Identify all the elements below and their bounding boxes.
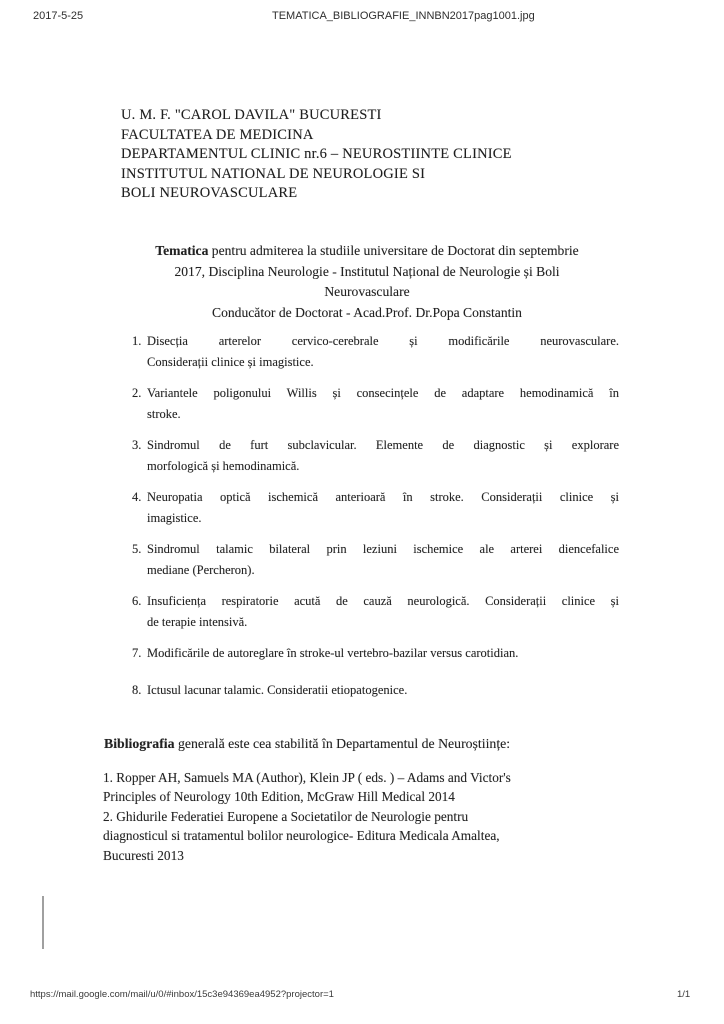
topic-item xyxy=(132,643,619,664)
title-line: Neurovasculare xyxy=(324,284,410,300)
print-header-date: 2017-5-25 xyxy=(33,10,84,22)
topic-item xyxy=(132,435,619,477)
topic-item xyxy=(132,383,619,425)
topic-number: 4. xyxy=(132,490,142,504)
bibliography-heading-bold: Bibliografia xyxy=(104,736,175,751)
topic-line: Disecția arterelor cervico-cerebrale și modificările neurovasculare. xyxy=(147,334,619,348)
print-header-filename: TEMATICA_BIBLIOGRAFIE_INNBN2017pag1001.jpg xyxy=(272,10,535,22)
reference-line: 1. Ropper AH, Samuels MA (Author), Klein JP ( eds. ) – Adams and Victor's xyxy=(103,770,511,785)
topic-line: Modificările de autoreglare în stroke-ul vertebro-bazilar versus carotidian. xyxy=(147,646,519,660)
topic-line: morfologică și hemodinamică. xyxy=(147,459,300,473)
topic-number: 7. xyxy=(132,646,142,660)
topic-line: imagistice. xyxy=(147,511,202,525)
bibliography-heading-rest: generală este cea stabilită în Departamentul de Neuroștiințe: xyxy=(174,736,511,751)
topic-line: Sindromul de furt subclavicular. Elemente de diagnostic și explorare xyxy=(147,438,619,452)
topic-number: 2. xyxy=(132,386,142,400)
title-line: Tematica pentru admiterea la studiile universitare de Doctorat din septembrie xyxy=(155,243,579,258)
document-title-block xyxy=(112,241,622,323)
topic-line: stroke. xyxy=(147,407,181,421)
topic-item xyxy=(132,591,619,633)
topic-item xyxy=(132,680,619,701)
bibliography-heading xyxy=(104,736,664,752)
reference-line: diagnosticul si tratamentul bolilor neurologice- Editura Medicala Amaltea, xyxy=(103,828,500,844)
topic-line: Variantele poligonului Willis și consecințele de adaptare hemodinamică în xyxy=(147,386,619,400)
topics-list xyxy=(132,331,619,711)
reference-line: Bucuresti 2013 xyxy=(103,847,184,863)
topic-line: Insuficiența respiratorie acută de cauză neurologică. Considerații clinice și xyxy=(147,594,619,608)
topic-number: 8. xyxy=(132,683,142,697)
title-line: 2017, Disciplina Neurologie - Institutul Național de Neurologie și Boli xyxy=(174,263,560,279)
topic-line: Considerații clinice și imagistice. xyxy=(147,355,314,369)
topic-number: 5. xyxy=(132,542,142,556)
reference-line: Principles of Neurology 10th Edition, McGraw Hill Medical 2014 xyxy=(103,789,455,805)
print-footer-page-indicator: 1/1 xyxy=(677,989,691,1000)
title-line: Conducător de Doctorat - Acad.Prof. Dr.Popa Constantin xyxy=(212,304,522,320)
topic-item xyxy=(132,487,619,529)
topic-line: mediane (Percheron). xyxy=(147,563,255,577)
topic-line: Ictusul lacunar talamic. Consideratii etiopatogenice. xyxy=(147,683,408,697)
letterhead-line: FACULTATEA DE MEDICINA xyxy=(121,126,314,143)
topic-number: 6. xyxy=(132,594,142,608)
scan-artifact-line xyxy=(42,896,44,949)
letterhead-line: U. M. F. "CAROL DAVILA" BUCURESTI xyxy=(121,107,382,123)
topic-item xyxy=(132,331,619,373)
topic-item xyxy=(132,539,619,581)
topic-line: Neuropatia optică ischemică anterioară în stroke. Considerații clinice și xyxy=(147,490,619,504)
topic-line: Sindromul talamic bilateral prin leziuni ischemice ale arterei diencefalice xyxy=(147,542,619,556)
topic-line: de terapie intensivă. xyxy=(147,615,248,629)
topic-number: 1. xyxy=(132,334,142,348)
bibliography-references xyxy=(103,768,623,865)
print-footer-url: https://mail.google.com/mail/u/0/#inbox/15c3e94369ea4952?projector=1 xyxy=(30,989,334,1000)
topic-number: 3. xyxy=(132,438,142,452)
title-bold-word: Tematica xyxy=(155,243,209,258)
letterhead-line: INSTITUTUL NATIONAL DE NEUROLOGIE SI xyxy=(121,165,426,182)
reference-line: 2. Ghidurile Federatiei Europene a Societatilor de Neurologie pentru xyxy=(103,808,469,824)
letterhead-line: BOLI NEUROVASCULARE xyxy=(121,185,298,202)
letterhead xyxy=(121,106,641,204)
letterhead-line: DEPARTAMENTUL CLINIC nr.6 – NEUROSTIINTE CLINICE xyxy=(121,146,512,163)
